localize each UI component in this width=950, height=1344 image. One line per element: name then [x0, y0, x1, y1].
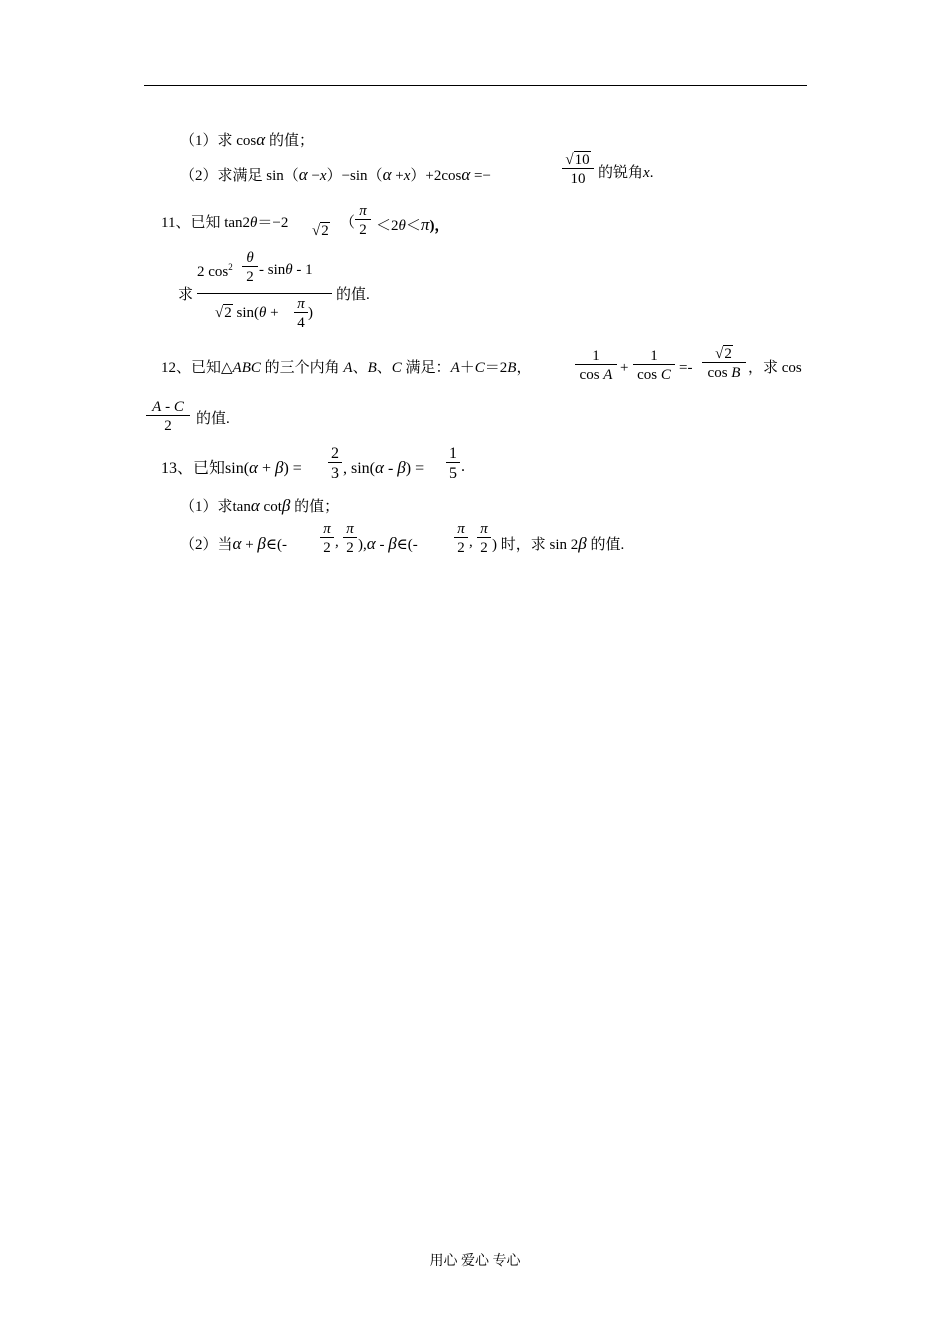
q13-comma-a: ,	[335, 534, 339, 550]
q13-second-range: ),α - β∈(-	[358, 534, 418, 553]
part-2: （2）求满足 sin（α −x）−sin（α +x）+2cosα =−	[180, 165, 491, 184]
q11-theta-over-2: $\frac{\theta}{2}$	[242, 251, 258, 285]
q12-line: 12、已知△ABC 的三个内角 A、B、C 满足：A＋C＝2B，	[161, 360, 532, 376]
q12-frac-1-cosA: $\frac{1}{\text{cos A}}$	[575, 349, 617, 383]
q11-sqrt2: √2	[312, 223, 329, 239]
q13-frac-pi-2-c: $\frac{\pi}{2}$	[454, 522, 468, 556]
q13-dot: .	[461, 458, 465, 475]
q11-pi-over-2: $\frac{\pi}{2}$	[355, 204, 371, 238]
q12-ask: ，求 cos	[748, 360, 802, 376]
sqrt10-over-10: $\frac{√10}{10}$	[562, 153, 594, 187]
part-2-tail: 的锐角x.	[598, 165, 654, 181]
q13-part-1: （1）求tanα cotβ 的值；	[180, 496, 340, 515]
q12-frac-AminusC-2: $\frac{A - C}{2}$	[146, 400, 190, 434]
q12-frac-1-cosC: $\frac{1}{\text{cos C}}$	[633, 349, 675, 383]
q11-paren: （	[340, 215, 356, 231]
q11-range: ＜2θ＜π)，	[376, 215, 450, 234]
part-1: （1）求 cosα 的值；	[180, 130, 314, 149]
q11-numerator-rest: - sinθ - 1	[259, 262, 313, 278]
q12-eq: =-	[679, 360, 693, 376]
header-rule	[144, 85, 807, 86]
q11-tail: 的值.	[336, 287, 370, 303]
q13-frac-1-5: $\frac{1}{5}$	[446, 446, 460, 482]
q12-frac-sqrt2-cosB: $\frac{√2}{\text{cos B}}$	[702, 347, 746, 381]
q13-comma-b: ,	[469, 534, 473, 550]
q13-part-2: （2）当α + β∈(-	[180, 534, 287, 553]
q13-line: 13、已知sin(α + β) =	[161, 458, 302, 477]
q13-frac-pi-2-a: $\frac{\pi}{2}$	[320, 522, 334, 556]
page-footer: 用心 爱心 专心	[429, 1254, 521, 1269]
q13-second: , sin(α - β) =	[343, 458, 425, 477]
q11-ask: 求	[178, 287, 194, 303]
q11-denom-close: )	[308, 305, 313, 321]
q11-numerator: 2 $\cos^2$	[197, 262, 233, 280]
q13-frac-2-3: $\frac{2}{3}$	[328, 446, 342, 482]
q11-denominator: √2 sin(θ +	[215, 305, 279, 321]
q11-line: 11、已知 tan2θ＝−2	[161, 215, 289, 231]
q13-frac-pi-2-b: $\frac{\pi}{2}$	[343, 522, 357, 556]
q13-part-2-tail: ) 时，求 sin 2β 的值.	[492, 534, 625, 553]
q12-tail: 的值.	[196, 411, 230, 427]
q12-plus: +	[620, 360, 629, 376]
q11-main-bar	[197, 293, 332, 294]
q13-frac-pi-2-d: $\frac{\pi}{2}$	[477, 522, 491, 556]
q11-pi-over-4: $\frac{\pi}{4}$	[294, 297, 308, 331]
